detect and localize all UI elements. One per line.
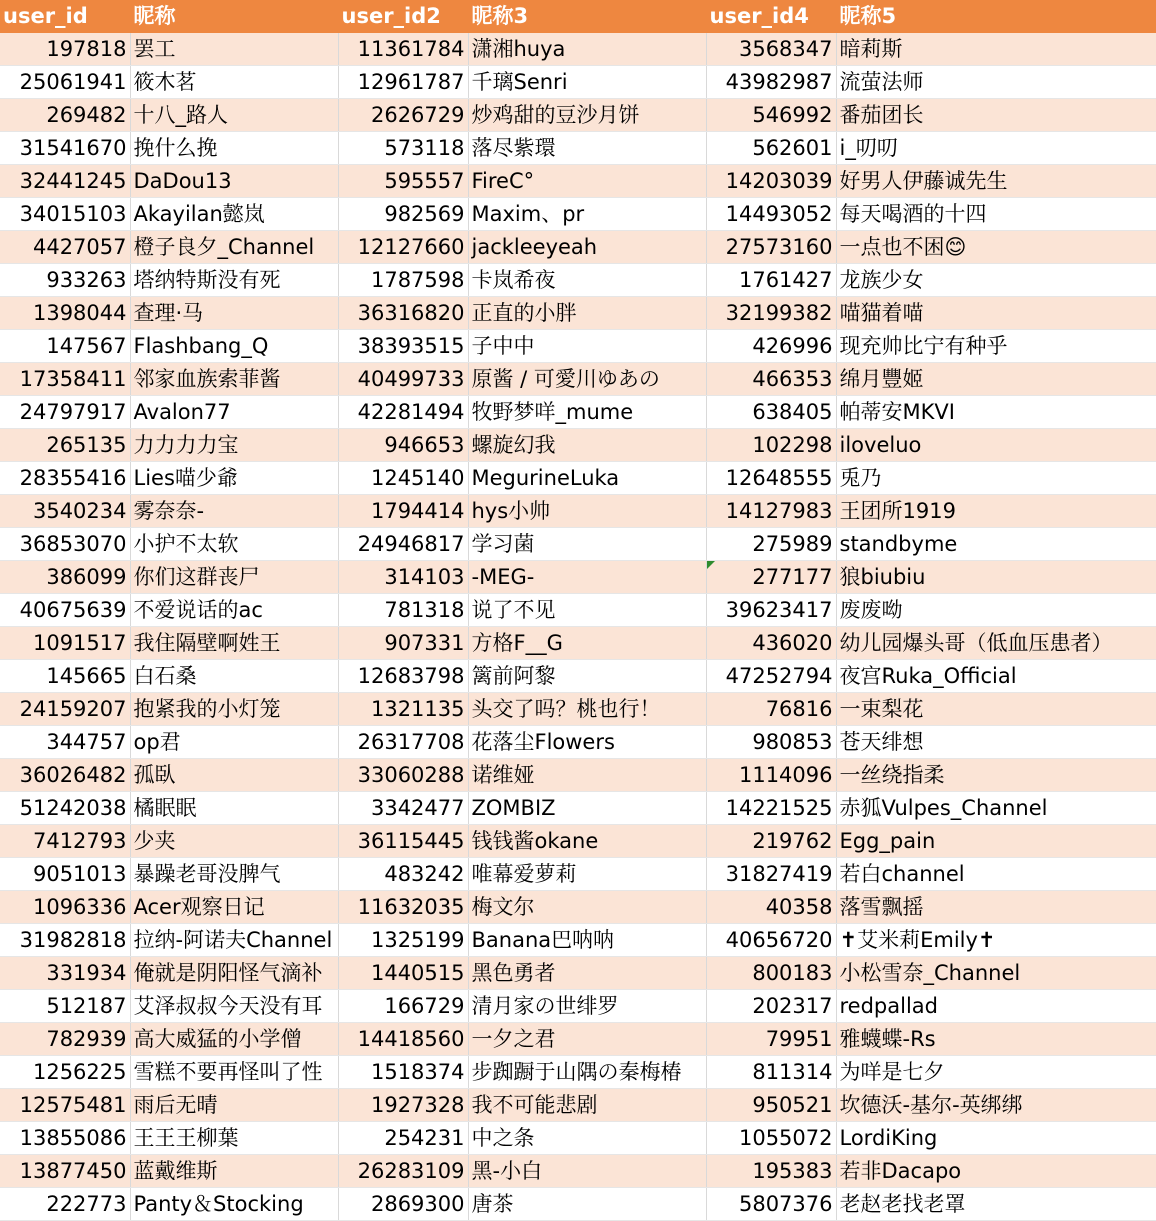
nickname-cell[interactable]: 十八_路人 [130, 99, 338, 132]
nickname5-cell[interactable]: 一点也不困😊 [836, 231, 1156, 264]
nickname5-cell[interactable]: 流萤法师 [836, 66, 1156, 99]
user-id4-cell[interactable]: 79951 [706, 1023, 836, 1056]
nickname5-cell[interactable]: 番茄团长 [836, 99, 1156, 132]
nickname3-cell[interactable]: 方格F__G [468, 627, 706, 660]
nickname-cell[interactable]: 暴躁老哥没脾气 [130, 858, 338, 891]
table-row [0, 825, 1156, 858]
user-id-cell[interactable]: 51242038 [0, 792, 130, 825]
table-row [0, 429, 1156, 462]
table-row [0, 66, 1156, 99]
user-id4-cell[interactable]: 562601 [706, 132, 836, 165]
nickname5-cell[interactable]: 落雪飘摇 [836, 891, 1156, 924]
table-row [0, 759, 1156, 792]
nickname5-cell[interactable]: 夜宫Ruka_Official [836, 660, 1156, 693]
table-header [0, 0, 1156, 33]
header-cell-nickname5[interactable]: 昵称5 [836, 0, 1156, 33]
user-id-cell[interactable]: 197818 [0, 33, 130, 66]
header-cell-nickname3[interactable]: 昵称3 [468, 0, 706, 33]
user-id2-cell[interactable]: 2626729 [338, 99, 468, 132]
user-id4-cell[interactable]: 14221525 [706, 792, 836, 825]
nickname5-cell[interactable]: 幼儿园爆头哥（低血压患者） [836, 627, 1156, 660]
table-row [0, 1188, 1156, 1221]
table-row [0, 1089, 1156, 1122]
user-id-cell[interactable]: 13877450 [0, 1155, 130, 1188]
user-id-cell[interactable]: 344757 [0, 726, 130, 759]
user-id-cell[interactable]: 265135 [0, 429, 130, 462]
user-id2-cell[interactable]: 12127660 [338, 231, 468, 264]
user-id2-cell[interactable]: 42281494 [338, 396, 468, 429]
nickname-cell[interactable]: 王王王柳葉 [130, 1122, 338, 1155]
nickname5-cell[interactable]: 帕蒂安MKVI [836, 396, 1156, 429]
user-id2-cell[interactable]: 2869300 [338, 1188, 468, 1221]
nickname-cell[interactable]: Acer观察日记 [130, 891, 338, 924]
user-id-cell[interactable]: 222773 [0, 1188, 130, 1221]
nickname3-cell[interactable]: 花落尘Flowers [468, 726, 706, 759]
user-id2-cell[interactable]: 33060288 [338, 759, 468, 792]
nickname-cell[interactable]: 罢工 [130, 33, 338, 66]
nickname5-cell[interactable]: redpallad [836, 990, 1156, 1023]
nickname3-cell[interactable]: 篱前阿黎 [468, 660, 706, 693]
user-id4-cell[interactable]: 800183 [706, 957, 836, 990]
nickname5-cell[interactable]: 好男人伊藤诚先生 [836, 165, 1156, 198]
nickname3-cell[interactable]: 我不可能悲剧 [468, 1089, 706, 1122]
header-cell-nickname[interactable]: 昵称 [130, 0, 338, 33]
nickname-cell[interactable]: 橘眠眠 [130, 792, 338, 825]
nickname3-cell[interactable]: 中之条 [468, 1122, 706, 1155]
nickname-cell[interactable]: 筱木茗 [130, 66, 338, 99]
user-id4-cell[interactable]: 1114096 [706, 759, 836, 792]
nickname3-cell[interactable]: 唯幕爱萝莉 [468, 858, 706, 891]
nickname3-cell[interactable]: 牧野梦咩_mume [468, 396, 706, 429]
user-id4-cell[interactable]: 39623417 [706, 594, 836, 627]
table-row [0, 1023, 1156, 1056]
nickname-cell[interactable]: 塔纳特斯没有死 [130, 264, 338, 297]
user-id4-cell[interactable]: 1055072 [706, 1122, 836, 1155]
user-id-cell[interactable]: 24159207 [0, 693, 130, 726]
user-id4-cell[interactable]: 31827419 [706, 858, 836, 891]
table-row [0, 1155, 1156, 1188]
user-id4-cell[interactable]: 47252794 [706, 660, 836, 693]
nickname3-cell[interactable]: FireC° [468, 165, 706, 198]
nickname3-cell[interactable]: 炒鸡甜的豆沙月饼 [468, 99, 706, 132]
nickname-cell[interactable]: Akayilan懿岚 [130, 198, 338, 231]
nickname3-cell[interactable]: 潇湘huya [468, 33, 706, 66]
nickname-cell[interactable]: 查理·马 [130, 297, 338, 330]
user-id-cell[interactable]: 28355416 [0, 462, 130, 495]
table-row [0, 363, 1156, 396]
user-id-cell[interactable]: 32441245 [0, 165, 130, 198]
user-id-cell[interactable]: 24797917 [0, 396, 130, 429]
table-row [0, 198, 1156, 231]
nickname5-cell[interactable]: 狼biubiu [836, 561, 1156, 594]
nickname5-cell[interactable]: 雅蠛蝶-Rs [836, 1023, 1156, 1056]
nickname-cell[interactable]: 俺就是阴阳怪气滴补 [130, 957, 338, 990]
table-row [0, 1056, 1156, 1089]
nickname-cell[interactable]: 拉纳-阿诺夫Channel [130, 924, 338, 957]
nickname-cell[interactable]: 高大威猛的小学僧 [130, 1023, 338, 1056]
user-id4-cell[interactable]: 638405 [706, 396, 836, 429]
user-id4-cell[interactable]: 5807376 [706, 1188, 836, 1221]
nickname5-cell[interactable]: iloveluo [836, 429, 1156, 462]
table-body [0, 33, 1156, 1221]
nickname5-cell[interactable]: Egg_pain [836, 825, 1156, 858]
user-id2-cell[interactable]: 40499733 [338, 363, 468, 396]
nickname5-cell[interactable]: 若非Dacapo [836, 1155, 1156, 1188]
nickname5-cell[interactable]: LordiKing [836, 1122, 1156, 1155]
nickname3-cell[interactable]: 梅文尔 [468, 891, 706, 924]
header-cell-user-id2[interactable]: user_id2 [338, 0, 468, 33]
table-row [0, 891, 1156, 924]
user-id2-cell[interactable]: 982569 [338, 198, 468, 231]
nickname5-cell[interactable]: i_叨叨 [836, 132, 1156, 165]
user-id-cell[interactable]: 1091517 [0, 627, 130, 660]
user-id4-cell[interactable]: 202317 [706, 990, 836, 1023]
nickname3-cell[interactable]: 落尽紫環 [468, 132, 706, 165]
cell-value: 277177 [752, 565, 833, 589]
nickname5-cell[interactable]: 王团所1919 [836, 495, 1156, 528]
user-id2-cell[interactable]: 1440515 [338, 957, 468, 990]
user-id4-cell[interactable]: 811314 [706, 1056, 836, 1089]
table-row [0, 561, 1156, 594]
user-id-cell[interactable]: 1096336 [0, 891, 130, 924]
user-id-cell[interactable]: 31982818 [0, 924, 130, 957]
nickname-cell[interactable]: 雪糕不要再怪叫了性 [130, 1056, 338, 1089]
user-id-cell[interactable]: 269482 [0, 99, 130, 132]
nickname3-cell[interactable]: 唐茶 [468, 1188, 706, 1221]
nickname3-cell[interactable]: Banana巴呐呐 [468, 924, 706, 957]
nickname3-cell[interactable]: 头交了吗？桃也行！ [468, 693, 706, 726]
table-row [0, 330, 1156, 363]
nickname-cell[interactable]: 抱紧我的小灯笼 [130, 693, 338, 726]
user-id4-cell[interactable]: 980853 [706, 726, 836, 759]
user-id4-cell[interactable]: 436020 [706, 627, 836, 660]
nickname3-cell[interactable]: 一夕之君 [468, 1023, 706, 1056]
nickname3-cell[interactable]: 螺旋幻我 [468, 429, 706, 462]
nickname5-cell[interactable]: 赤狐Vulpes_Channel [836, 792, 1156, 825]
user-id4-cell[interactable]: 426996 [706, 330, 836, 363]
nickname3-cell[interactable]: 千璃Senri [468, 66, 706, 99]
table-row [0, 528, 1156, 561]
user-id4-cell[interactable]: 14493052 [706, 198, 836, 231]
nickname3-cell[interactable]: ZOMBIZ [468, 792, 706, 825]
table-row [0, 231, 1156, 264]
table-row [0, 792, 1156, 825]
nickname-cell[interactable]: 橙子良夕_Channel [130, 231, 338, 264]
user-id2-cell[interactable]: 11632035 [338, 891, 468, 924]
nickname-cell[interactable]: 你们这群丧尸 [130, 561, 338, 594]
nickname3-cell[interactable]: -MEG- [468, 561, 706, 594]
nickname-cell[interactable]: 邻家血族索菲酱 [130, 363, 338, 396]
user-id2-cell[interactable]: 254231 [338, 1122, 468, 1155]
user-id2-cell[interactable]: 1518374 [338, 1056, 468, 1089]
user-id-cell[interactable]: 3540234 [0, 495, 130, 528]
nickname5-cell[interactable]: 绵月豐姬 [836, 363, 1156, 396]
user-id-cell[interactable]: 512187 [0, 990, 130, 1023]
user-id-cell[interactable]: 147567 [0, 330, 130, 363]
nickname5-cell[interactable]: 现充帅比宁有种乎 [836, 330, 1156, 363]
user-id-cell[interactable]: 9051013 [0, 858, 130, 891]
user-id2-cell[interactable]: 3342477 [338, 792, 468, 825]
table-row [0, 726, 1156, 759]
nickname3-cell[interactable]: 黑-小白 [468, 1155, 706, 1188]
user-id2-cell[interactable]: 14418560 [338, 1023, 468, 1056]
nickname3-cell[interactable]: 学习菌 [468, 528, 706, 561]
nickname5-cell[interactable]: 一束梨花 [836, 693, 1156, 726]
table-row [0, 957, 1156, 990]
table-row [0, 1122, 1156, 1155]
user-id-cell[interactable]: 17358411 [0, 363, 130, 396]
user-id2-cell[interactable]: 26283109 [338, 1155, 468, 1188]
table-row [0, 990, 1156, 1023]
table-row [0, 132, 1156, 165]
table-row [0, 924, 1156, 957]
nickname3-cell[interactable]: Maxim、pr [468, 198, 706, 231]
nickname5-cell[interactable]: 每天喝酒的十四 [836, 198, 1156, 231]
nickname5-cell[interactable]: 老赵老找老罩 [836, 1188, 1156, 1221]
nickname-cell[interactable]: 少夹 [130, 825, 338, 858]
nickname3-cell[interactable]: 原酱 / 可愛川ゆあの [468, 363, 706, 396]
nickname-cell[interactable]: DaDou13 [130, 165, 338, 198]
user-id2-cell[interactable]: 1794414 [338, 495, 468, 528]
nickname-cell[interactable]: 我住隔壁啊姓王 [130, 627, 338, 660]
nickname-cell[interactable]: 蓝戴维斯 [130, 1155, 338, 1188]
user-id4-cell[interactable]: 40358 [706, 891, 836, 924]
nickname5-cell[interactable]: 兎乃 [836, 462, 1156, 495]
table-row [0, 396, 1156, 429]
user-id4-cell[interactable]: 219762 [706, 825, 836, 858]
user-id4-cell[interactable]: 27573160 [706, 231, 836, 264]
user-id-cell[interactable]: 34015103 [0, 198, 130, 231]
nickname5-cell[interactable]: 坎德沃-基尔-英绑绑 [836, 1089, 1156, 1122]
user-id-cell[interactable]: 36853070 [0, 528, 130, 561]
nickname3-cell[interactable]: 子中中 [468, 330, 706, 363]
user-id2-cell[interactable]: 946653 [338, 429, 468, 462]
header-cell-user-id[interactable]: user_id [0, 0, 130, 33]
table-row [0, 462, 1156, 495]
nickname5-cell[interactable]: 为咩是七夕 [836, 1056, 1156, 1089]
nickname-cell[interactable]: 不爱说话的ac [130, 594, 338, 627]
user-id4-cell[interactable]: 14203039 [706, 165, 836, 198]
nickname-cell[interactable]: Avalon77 [130, 396, 338, 429]
nickname5-cell[interactable]: 苍天绯想 [836, 726, 1156, 759]
user-id2-cell[interactable]: 36115445 [338, 825, 468, 858]
nickname-cell[interactable]: 雨后无晴 [130, 1089, 338, 1122]
nickname-cell[interactable]: op君 [130, 726, 338, 759]
user-id4-cell[interactable]: 466353 [706, 363, 836, 396]
table-row [0, 264, 1156, 297]
user-id2-cell[interactable]: 595557 [338, 165, 468, 198]
nickname5-cell[interactable]: 一丝绕指柔 [836, 759, 1156, 792]
header-cell-user-id4[interactable]: user_id4 [706, 0, 836, 33]
user-id2-cell[interactable]: 38393515 [338, 330, 468, 363]
nickname-cell[interactable]: Panty＆Stocking [130, 1188, 338, 1221]
nickname-cell[interactable]: 孤臥 [130, 759, 338, 792]
user-id2-cell[interactable]: 36316820 [338, 297, 468, 330]
user-id2-cell[interactable]: 1927328 [338, 1089, 468, 1122]
nickname-cell[interactable]: 白石桑 [130, 660, 338, 693]
user-id4-cell[interactable]: 1761427 [706, 264, 836, 297]
nickname-cell[interactable]: Flashbang_Q [130, 330, 338, 363]
nickname5-cell[interactable]: 若白channel [836, 858, 1156, 891]
nickname5-cell[interactable]: standbyme [836, 528, 1156, 561]
user-id-cell[interactable]: 331934 [0, 957, 130, 990]
user-id-cell[interactable]: 1256225 [0, 1056, 130, 1089]
comment-indicator-icon[interactable] [707, 561, 715, 569]
user-id-cell[interactable]: 4427057 [0, 231, 130, 264]
table-row [0, 495, 1156, 528]
nickname5-cell[interactable]: ✝艾米莉Emily✝ [836, 924, 1156, 957]
user-id4-cell[interactable]: 76816 [706, 693, 836, 726]
user-id-cell[interactable]: 12575481 [0, 1089, 130, 1122]
user-id-cell[interactable]: 36026482 [0, 759, 130, 792]
user-id-cell[interactable]: 13855086 [0, 1122, 130, 1155]
nickname5-cell[interactable]: 喵猫着喵 [836, 297, 1156, 330]
user-id-cell[interactable]: 31541670 [0, 132, 130, 165]
nickname-cell[interactable]: 小护不太软 [130, 528, 338, 561]
nickname3-cell[interactable]: 正直的小胖 [468, 297, 706, 330]
user-id4-cell[interactable]: 32199382 [706, 297, 836, 330]
table-row [0, 660, 1156, 693]
nickname3-cell[interactable]: 诺维娅 [468, 759, 706, 792]
user-id4-cell[interactable]: 40656720 [706, 924, 836, 957]
user-id-cell[interactable]: 40675639 [0, 594, 130, 627]
table-row [0, 99, 1156, 132]
user-id4-cell[interactable]: 14127983 [706, 495, 836, 528]
nickname-cell[interactable]: 力力力力宝 [130, 429, 338, 462]
nickname3-cell[interactable]: 钱钱酱okane [468, 825, 706, 858]
nickname-cell[interactable]: 挽什么挽 [130, 132, 338, 165]
nickname3-cell[interactable]: 说了不见 [468, 594, 706, 627]
nickname5-cell[interactable]: 小松雪奈_Channel [836, 957, 1156, 990]
nickname-cell[interactable]: 艾泽叔叔今天没有耳 [130, 990, 338, 1023]
user-id2-cell[interactable]: 781318 [338, 594, 468, 627]
nickname3-cell[interactable]: 清月家の世绯罗 [468, 990, 706, 1023]
table-row [0, 297, 1156, 330]
header-row [0, 0, 1156, 33]
user-id2-cell[interactable]: 314103 [338, 561, 468, 594]
nickname3-cell[interactable]: 卡岚希夜 [468, 264, 706, 297]
user-id4-cell[interactable]: 3568347 [706, 33, 836, 66]
user-id2-cell[interactable]: 12683798 [338, 660, 468, 693]
user-id2-cell[interactable]: 573118 [338, 132, 468, 165]
nickname3-cell[interactable]: 步踟蹰于山隅の秦梅椿 [468, 1056, 706, 1089]
user-id2-cell[interactable]: 1245140 [338, 462, 468, 495]
user-id-cell[interactable]: 933263 [0, 264, 130, 297]
table-row [0, 33, 1156, 66]
user-id-cell[interactable]: 1398044 [0, 297, 130, 330]
nickname5-cell[interactable]: 废废呦 [836, 594, 1156, 627]
table-row [0, 858, 1156, 891]
user-id4-cell[interactable]: 43982987 [706, 66, 836, 99]
user-id2-cell[interactable]: 1325199 [338, 924, 468, 957]
nickname3-cell[interactable]: hys小帅 [468, 495, 706, 528]
user-id2-cell[interactable]: 24946817 [338, 528, 468, 561]
nickname-cell[interactable]: 雾奈奈- [130, 495, 338, 528]
user-id2-cell[interactable]: 12961787 [338, 66, 468, 99]
nickname5-cell[interactable]: 龙族少女 [836, 264, 1156, 297]
user-id2-cell[interactable]: 483242 [338, 858, 468, 891]
nickname3-cell[interactable]: jackleeyeah [468, 231, 706, 264]
table-row [0, 594, 1156, 627]
user-id-cell[interactable]: 782939 [0, 1023, 130, 1056]
user-id4-cell[interactable]: 12648555 [706, 462, 836, 495]
user-id2-cell[interactable]: 1321135 [338, 693, 468, 726]
user-id4-cell[interactable]: 195383 [706, 1155, 836, 1188]
user-id4-cell[interactable]: 102298 [706, 429, 836, 462]
nickname5-cell[interactable]: 暗莉斯 [836, 33, 1156, 66]
table-row [0, 165, 1156, 198]
table-row [0, 693, 1156, 726]
user-id2-cell[interactable]: 907331 [338, 627, 468, 660]
user-id-cell[interactable]: 386099 [0, 561, 130, 594]
user-id-cell[interactable]: 25061941 [0, 66, 130, 99]
user-id2-cell[interactable]: 26317708 [338, 726, 468, 759]
table-row [0, 627, 1156, 660]
user-id4-cell[interactable]: 950521 [706, 1089, 836, 1122]
user-id2-cell[interactable]: 11361784 [338, 33, 468, 66]
nickname-cell[interactable]: Lies喵少爺 [130, 462, 338, 495]
nickname3-cell[interactable]: 黑色勇者 [468, 957, 706, 990]
nickname3-cell[interactable]: MegurineLuka [468, 462, 706, 495]
user-id2-cell[interactable]: 166729 [338, 990, 468, 1023]
user-id4-cell[interactable]: 546992 [706, 99, 836, 132]
user-id-cell[interactable]: 7412793 [0, 825, 130, 858]
user-id4-cell[interactable]: 275989 [706, 528, 836, 561]
user-id2-cell[interactable]: 1787598 [338, 264, 468, 297]
user-id4-cell[interactable] [706, 561, 836, 594]
user-id-cell[interactable]: 145665 [0, 660, 130, 693]
